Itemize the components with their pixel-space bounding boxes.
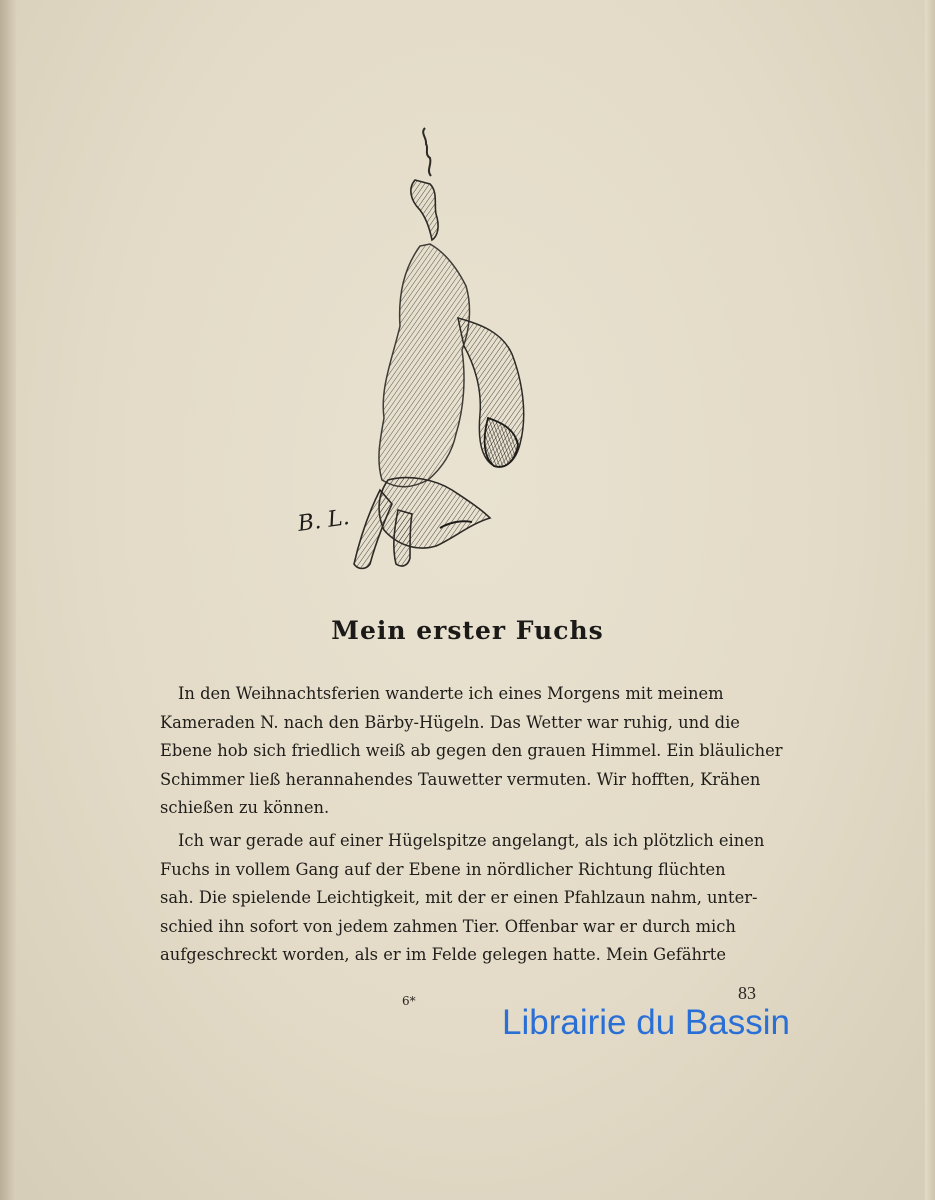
- paragraph: [160, 827, 765, 970]
- page-spine-shadow: [0, 0, 16, 1200]
- text-line: sah. Die spielende Leichtigkeit, mit der er einen Pfahlzaun nahm, unter-: [160, 888, 758, 908]
- signature-mark: 6*: [402, 994, 416, 1008]
- chapter-title: Mein erster Fuchs: [331, 616, 604, 645]
- page-edge: [925, 0, 935, 1200]
- watermark-text: Librairie du Bassin: [502, 1003, 790, 1042]
- body-text: [160, 680, 783, 974]
- text-line: In den Weihnachtsferien wanderte ich eines Morgens mit meinem: [178, 684, 724, 703]
- hanging-fox-illustration: [280, 118, 530, 583]
- illustration-signature: B. L.: [296, 504, 352, 537]
- text-line: Schimmer ließ herannahendes Tauwetter vermuten. Wir hofften, Krähen: [160, 769, 761, 789]
- text-line: schied ihn sofort von jedem zahmen Tier. Offenbar war er durch mich: [160, 916, 736, 936]
- paragraph: [160, 680, 783, 823]
- text-line: Fuchs in vollem Gang auf der Ebene in nördlicher Richtung flüchten: [160, 859, 726, 879]
- text-line: Ich war gerade auf einer Hügelspitze angelangt, als ich plötzlich einen: [178, 830, 765, 850]
- text-line: aufgeschreckt worden, als er im Felde gelegen hatte. Mein Gefährte: [160, 945, 726, 965]
- text-line: schießen zu können.: [160, 798, 330, 818]
- page-number: 83: [738, 983, 756, 1003]
- text-line: Ebene hob sich friedlich weiß ab gegen den grauen Himmel. Ein bläulicher: [160, 741, 783, 761]
- text-line: Kameraden N. nach den Bärby-Hügeln. Das Wetter war ruhig, und die: [160, 712, 740, 732]
